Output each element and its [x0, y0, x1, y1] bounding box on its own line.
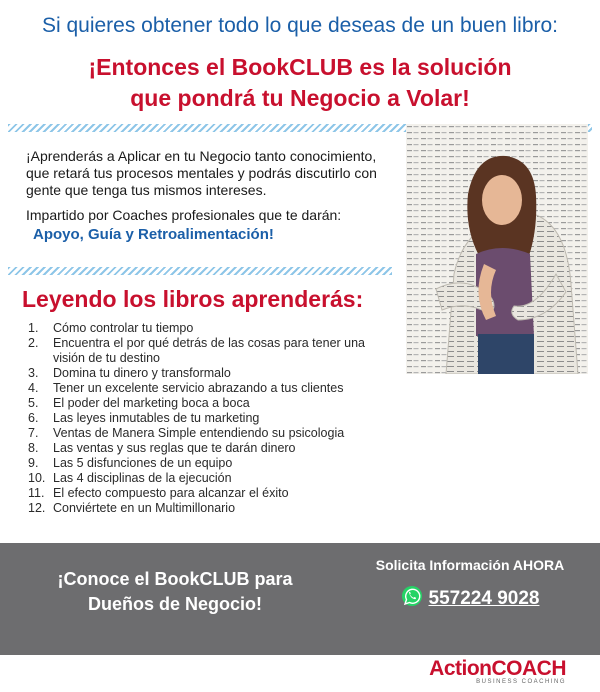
list-item-text: Las 5 disfunciones de un equipo: [53, 456, 233, 470]
intro-paragraph-2-text: Impartido por Coaches profesionales que te darán:: [26, 207, 342, 223]
list-item: [28, 501, 368, 516]
list-item-number: 10.: [28, 471, 46, 485]
list-item-number: 11.: [28, 486, 45, 500]
intro-paragraph-2: [26, 207, 386, 224]
section-title: Leyendo los libros aprenderás:: [22, 286, 364, 312]
actioncoach-logo: [429, 658, 566, 685]
logo-tagline: BUSINESS COACHING: [476, 679, 566, 685]
list-item-text: Cómo controlar tu tiempo: [53, 321, 194, 335]
intro: [26, 148, 386, 243]
list-item-text: Conviértete en un Multimillonario: [53, 501, 236, 515]
list-item-number: 1.: [28, 321, 39, 335]
list-item-number: 9.: [28, 456, 39, 470]
list-item-text: Encuentra el por qué detrás de las cosas para tener una visión de tu destino: [53, 336, 366, 365]
list-item-number: 5.: [28, 396, 39, 410]
list-item-number: 12.: [28, 501, 46, 515]
list-item: [28, 396, 368, 411]
intro-highlight: Apoyo, Guía y Retroalimentación!: [33, 226, 274, 243]
headline-line-2: que pondrá tu Negocio a Volar!: [130, 85, 470, 111]
list-item: [28, 486, 368, 501]
list-item-number: 2.: [28, 336, 39, 350]
list-item: [28, 471, 368, 486]
banner-line-1: ¡Conoce el BookCLUB para: [57, 569, 293, 589]
list-item-text: Las leyes inmutables de tu marketing: [53, 411, 260, 425]
divider-stripe-2: [8, 267, 392, 275]
learning-list: [28, 321, 368, 516]
list-item-text: El efecto compuesto para alcanzar el éxito: [53, 486, 289, 500]
header: [0, 0, 600, 118]
list-item-text: Ventas de Manera Simple entendiendo su psicologia: [53, 426, 345, 440]
contact-cta: Solicita Información AHORA: [375, 557, 565, 573]
list-item-number: 4.: [28, 381, 39, 395]
list-item-text: Domina tu dinero y transformalo: [53, 366, 231, 380]
list-item-text: Las ventas y sus reglas que te darán dinero: [53, 441, 296, 455]
list-item-number: 3.: [28, 366, 39, 380]
list-item-number: 8.: [28, 441, 39, 455]
list-item: [28, 366, 368, 381]
list-item: [28, 321, 368, 336]
logo-wordmark: ActionCOACH: [429, 657, 566, 680]
woman-hugging-book-figure-illustration: [406, 124, 588, 374]
list-item: [28, 336, 368, 366]
intro-paragraph-1: ¡Aprenderás a Aplicar en tu Negocio tanto conocimiento, que retará tus procesos mentales y podrás discutirlo con gente que tenga tus mismos intereses.: [26, 148, 377, 198]
whatsapp-icon: [401, 585, 423, 612]
list-item: [28, 456, 368, 471]
list-item-number: 7.: [28, 426, 39, 440]
headline-line-1: ¡Entonces el BookCLUB es la solución: [88, 54, 512, 80]
headline: [0, 52, 600, 114]
list-item-text: Las 4 disciplinas de la ejecución: [53, 471, 232, 485]
banner-contact: [358, 557, 582, 612]
phone-row: [358, 585, 582, 612]
list-item-number: 6.: [28, 411, 39, 425]
list-item: [28, 411, 368, 426]
banner-message: [10, 567, 340, 617]
subtitle: Si quieres obtener todo lo que deseas de un buen libro:: [41, 14, 559, 37]
list-item: [28, 441, 368, 456]
list-item: [28, 381, 368, 396]
list-item-text: Tener un excelente servicio abrazando a tus clientes: [53, 381, 344, 395]
list-item-text: El poder del marketing boca a boca: [53, 396, 250, 410]
hero-photo: [406, 124, 588, 374]
list-item: [28, 426, 368, 441]
banner-line-2: Dueños de Negocio!: [87, 594, 262, 614]
contact-banner: [0, 543, 600, 655]
phone-number-link[interactable]: 557224 9028: [428, 587, 540, 609]
